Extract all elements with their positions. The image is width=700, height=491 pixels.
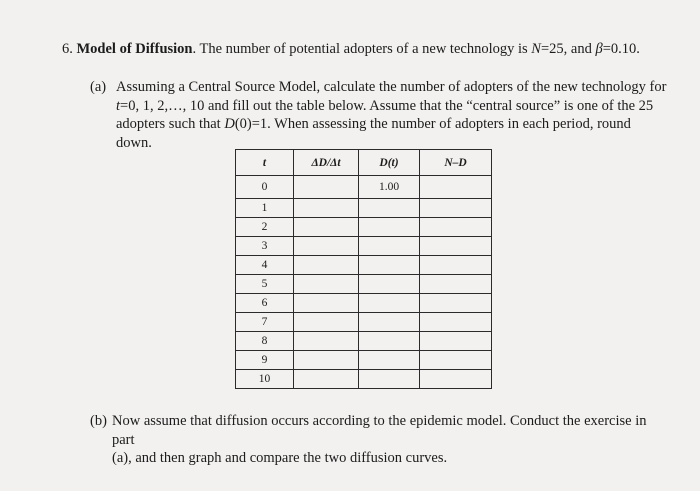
cell-delta[interactable] [294, 199, 359, 218]
cell-d[interactable] [359, 237, 420, 256]
question-intro: . The number of potential adopters of a new technology is [192, 41, 532, 57]
part-b-label: (b) [90, 413, 107, 429]
part-a-text [116, 78, 670, 152]
t-symbol: t [116, 97, 121, 114]
cell-t: 6 [236, 294, 294, 313]
n-symbol: N [531, 41, 541, 57]
question-heading [62, 40, 682, 58]
cell-n-minus-d[interactable] [420, 256, 492, 275]
table-row [236, 370, 492, 389]
part-a-line-3 [116, 115, 670, 152]
question-title: Model of Diffusion [76, 41, 193, 57]
cell-delta[interactable] [294, 237, 359, 256]
part-a-line-2-text: =0, 1, 2,…, 10 and fill out the table below. Assume that the “central source” is one of the 25 [120, 97, 654, 114]
cell-d[interactable] [359, 351, 420, 370]
cell-delta[interactable] [294, 313, 359, 332]
cell-t: 4 [236, 256, 294, 275]
header-t: t [236, 150, 294, 176]
table-row [236, 351, 492, 370]
table-row [236, 332, 492, 351]
table-row [236, 275, 492, 294]
cell-n-minus-d[interactable] [420, 176, 492, 199]
diffusion-table [235, 149, 492, 389]
cell-n-minus-d[interactable] [420, 313, 492, 332]
header-n-minus-d: N–D [420, 150, 492, 176]
cell-n-minus-d[interactable] [420, 237, 492, 256]
d-symbol: D [224, 116, 235, 132]
table-row [236, 199, 492, 218]
cell-d[interactable]: 1.00 [359, 176, 420, 199]
cell-t: 7 [236, 313, 294, 332]
cell-t: 10 [236, 370, 294, 389]
table-row [236, 176, 492, 199]
cell-n-minus-d[interactable] [420, 370, 492, 389]
cell-t: 1 [236, 199, 294, 218]
cell-n-minus-d[interactable] [420, 275, 492, 294]
cell-d[interactable] [359, 256, 420, 275]
cell-n-minus-d[interactable] [420, 218, 492, 237]
cell-delta[interactable] [294, 275, 359, 294]
question-number: 6. [62, 41, 73, 57]
cell-t: 8 [236, 332, 294, 351]
cell-delta[interactable] [294, 256, 359, 275]
part-a [90, 78, 670, 152]
part-b-line-1: Now assume that diffusion occurs according to the epidemic model. Conduct the exercise in part [112, 413, 647, 448]
part-a-line-3-pre: adopters such that [116, 116, 225, 132]
cell-t: 2 [236, 218, 294, 237]
cell-delta[interactable] [294, 294, 359, 313]
cell-d[interactable] [359, 370, 420, 389]
cell-delta[interactable] [294, 218, 359, 237]
cell-delta[interactable] [294, 370, 359, 389]
cell-d[interactable] [359, 332, 420, 351]
cell-d[interactable] [359, 275, 420, 294]
cell-n-minus-d[interactable] [420, 294, 492, 313]
table-row [236, 313, 492, 332]
beta-value: =0.10. [602, 41, 640, 57]
table-row [236, 256, 492, 275]
cell-d[interactable] [359, 199, 420, 218]
table-row [236, 237, 492, 256]
cell-t: 9 [236, 351, 294, 370]
cell-delta[interactable] [294, 351, 359, 370]
cell-d[interactable] [359, 218, 420, 237]
cell-n-minus-d[interactable] [420, 351, 492, 370]
cell-n-minus-d[interactable] [420, 332, 492, 351]
cell-d[interactable] [359, 313, 420, 332]
cell-delta[interactable] [294, 176, 359, 199]
cell-t: 5 [236, 275, 294, 294]
part-a-line-2 [116, 97, 670, 116]
part-b [90, 412, 670, 468]
part-b-line-2: (a), and then graph and compare the two diffusion curves. [112, 450, 448, 466]
n-value: =25, and [540, 41, 596, 57]
cell-t: 3 [236, 237, 294, 256]
cell-d[interactable] [359, 294, 420, 313]
table-row [236, 294, 492, 313]
header-d: D(t) [359, 150, 420, 176]
table-row [236, 218, 492, 237]
part-a-label: (a) [90, 79, 107, 95]
table-header-row [236, 150, 492, 176]
cell-t: 0 [236, 176, 294, 199]
part-a-line-3-text: (0)=1. When assessing the number of adopters in each period, round down. [116, 116, 631, 151]
cell-delta[interactable] [294, 332, 359, 351]
part-b-text [112, 412, 670, 468]
part-a-line-1: Assuming a Central Source Model, calculate the number of adopters of the new technology for [116, 79, 667, 95]
cell-n-minus-d[interactable] [420, 199, 492, 218]
beta-symbol: β [595, 41, 603, 57]
header-delta: ΔD/Δt [294, 150, 359, 176]
